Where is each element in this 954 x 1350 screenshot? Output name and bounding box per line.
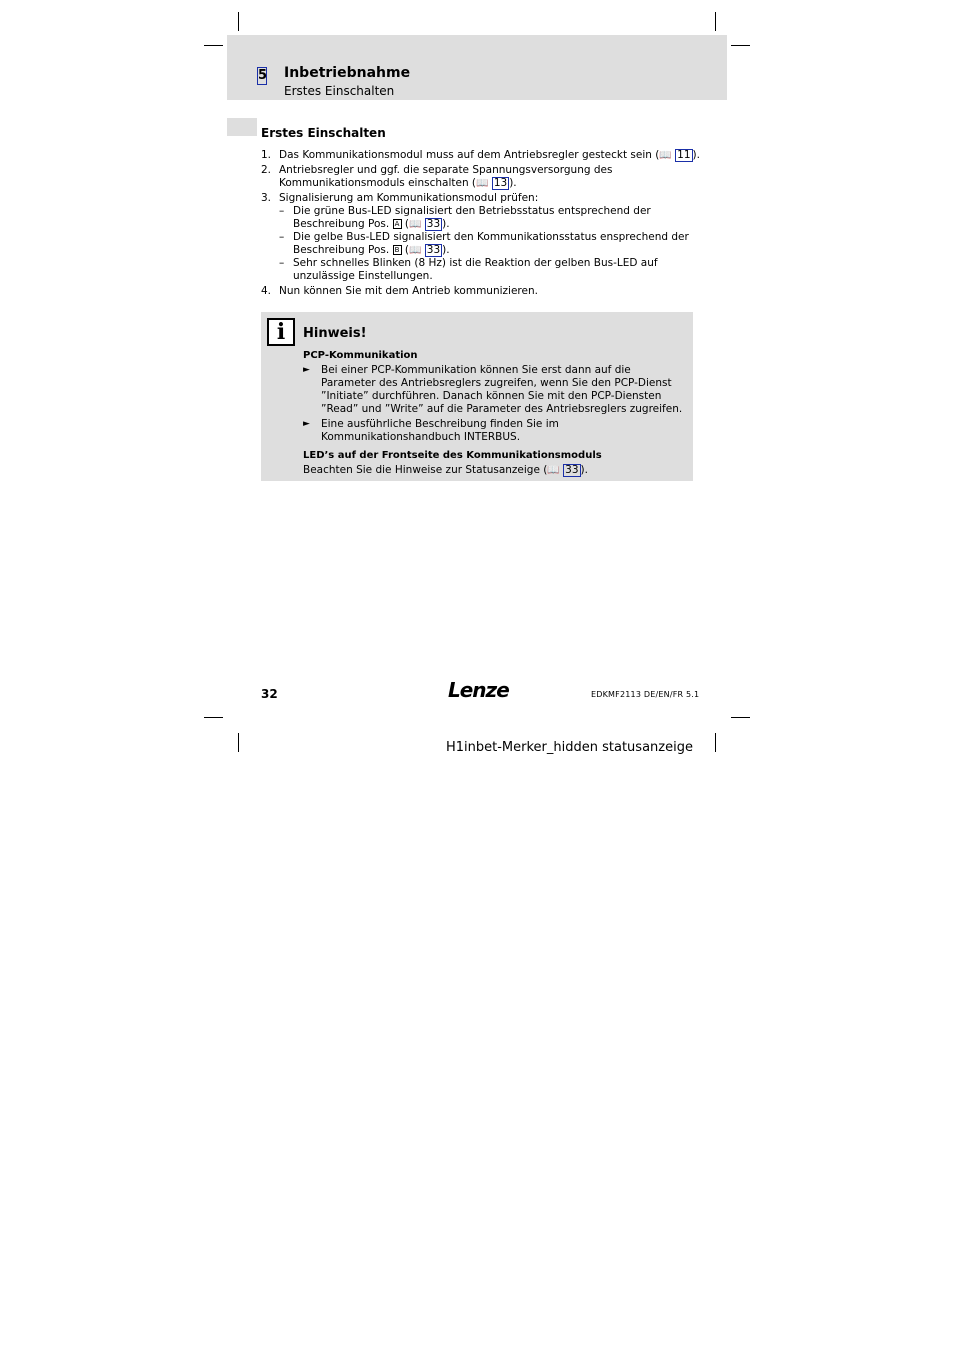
info-icon: i: [267, 318, 295, 346]
list-item: [261, 285, 701, 298]
crop-mark: [238, 12, 239, 31]
list-item: [303, 418, 688, 444]
book-icon: 📖: [659, 150, 672, 161]
list-item: [261, 192, 701, 283]
crop-mark: [204, 717, 223, 718]
step-text: Antriebsregler und ggf. die separate Spannungsversorgung des Kommunikationsmoduls einschalten (: [279, 164, 613, 189]
triangle-bullet-icon: ►: [303, 365, 310, 375]
list-item: [303, 364, 688, 416]
paragraph-text: Beachten Sie die Hinweise zur Statusanzeige (: [303, 464, 548, 476]
dash-bullet: –: [279, 257, 285, 269]
sub-item-text: Die grüne Bus-LED signalisiert den Betriebsstatus entsprechend der Beschreibung Pos.: [293, 205, 651, 230]
note-box: [261, 312, 693, 481]
note-title: Hinweis!: [303, 326, 367, 341]
crop-mark: [204, 45, 223, 46]
page-ref-link[interactable]: 33: [426, 218, 441, 230]
chapter-subtitle: Erstes Einschalten: [284, 84, 395, 98]
sub-item-text-end: ).: [442, 218, 450, 230]
chapter-title: Inbetriebnahme: [284, 65, 411, 81]
sub-item-text-end: ).: [442, 244, 450, 256]
crop-mark: [731, 45, 750, 46]
sub-item: – Die gelbe Bus-LED signalisiert den Kommunikationsstatus ensprechend der Beschreibung Pos. B (📖 33 ).: [279, 231, 689, 256]
dash-bullet: –: [279, 205, 285, 217]
bullet-text: Eine ausführliche Beschreibung finden Sie im Kommunikationshandbuch INTERBUS.: [321, 418, 559, 443]
lenze-logo: Lenze: [448, 678, 509, 702]
dash-bullet: –: [279, 231, 285, 243]
page-ref-link[interactable]: 11: [677, 149, 691, 161]
crop-mark: [715, 733, 716, 752]
sub-item: – Die grüne Bus-LED signalisiert den Betriebsstatus entsprechend der Beschreibung Pos. A (📖 33 ).: [279, 205, 651, 230]
step-text-end: ).: [509, 177, 517, 189]
crop-mark: [238, 733, 239, 752]
book-icon: 📖: [408, 219, 422, 230]
sub-item-text: Sehr schnelles Blinken (8 Hz) ist die Reaktion der gelben Bus-LED auf unzulässige Einstellungen.: [293, 257, 658, 282]
sub-item-text: Die gelbe Bus-LED signalisiert den Kommunikationsstatus ensprechend der Beschreibung Pos.: [293, 231, 689, 256]
page-ref-link[interactable]: 33: [426, 244, 441, 256]
book-icon: 📖: [476, 178, 489, 189]
step-text-end: ).: [692, 149, 700, 161]
note-heading: LED’s auf der Frontseite des Kommunikationsmoduls: [303, 450, 602, 461]
step-text: Das Kommunikationsmodul muss auf dem Antriebsregler gesteckt sein (: [279, 149, 660, 161]
position-letter: B: [393, 245, 402, 255]
crop-mark: [715, 12, 716, 31]
position-letter: A: [393, 219, 402, 229]
section-title: Erstes Einschalten: [261, 126, 386, 140]
side-tab: [227, 118, 257, 136]
marker-text: H1inbet-Merker_hidden statusanzeige: [446, 740, 693, 755]
steps-list: [261, 149, 701, 300]
list-item: [261, 164, 701, 190]
step-text: Nun können Sie mit dem Antrieb kommunizieren.: [279, 285, 538, 297]
step-number: 2.: [261, 164, 272, 176]
step-number: 1.: [261, 149, 272, 161]
crop-mark: [731, 717, 750, 718]
page-ref-link[interactable]: 33: [565, 464, 579, 476]
page-number: 32: [261, 687, 278, 701]
step-text: Signalisierung am Kommunikationsmodul prüfen:: [279, 192, 539, 204]
note-paragraph: [303, 464, 688, 477]
step-number: 4.: [261, 285, 272, 297]
sub-item: [279, 257, 701, 283]
note-body: [303, 348, 688, 477]
paragraph-text-end: ).: [580, 464, 588, 476]
chapter-number-link[interactable]: 5: [258, 68, 268, 83]
list-item: [261, 149, 701, 162]
book-icon: 📖: [547, 465, 560, 476]
step-number: 3.: [261, 192, 272, 204]
document-reference: EDKMF2113 DE/EN/FR 5.1: [591, 690, 700, 699]
book-icon: 📖: [408, 245, 422, 256]
triangle-bullet-icon: ►: [303, 419, 310, 429]
bullet-text: Bei einer PCP-Kommunikation können Sie erst dann auf die Parameter des Antriebsreglers zugreifen, wenn Sie den PCP-Dienst ”Initiate” durchführen. Danach können Sie mit den PCP-Diensten ”Read” und ”Write” auf die Parameter des Antriebsreglers zugreifen.: [321, 364, 683, 415]
note-heading: PCP-Kommunikation: [303, 350, 418, 361]
page-ref-link[interactable]: 13: [493, 177, 508, 189]
